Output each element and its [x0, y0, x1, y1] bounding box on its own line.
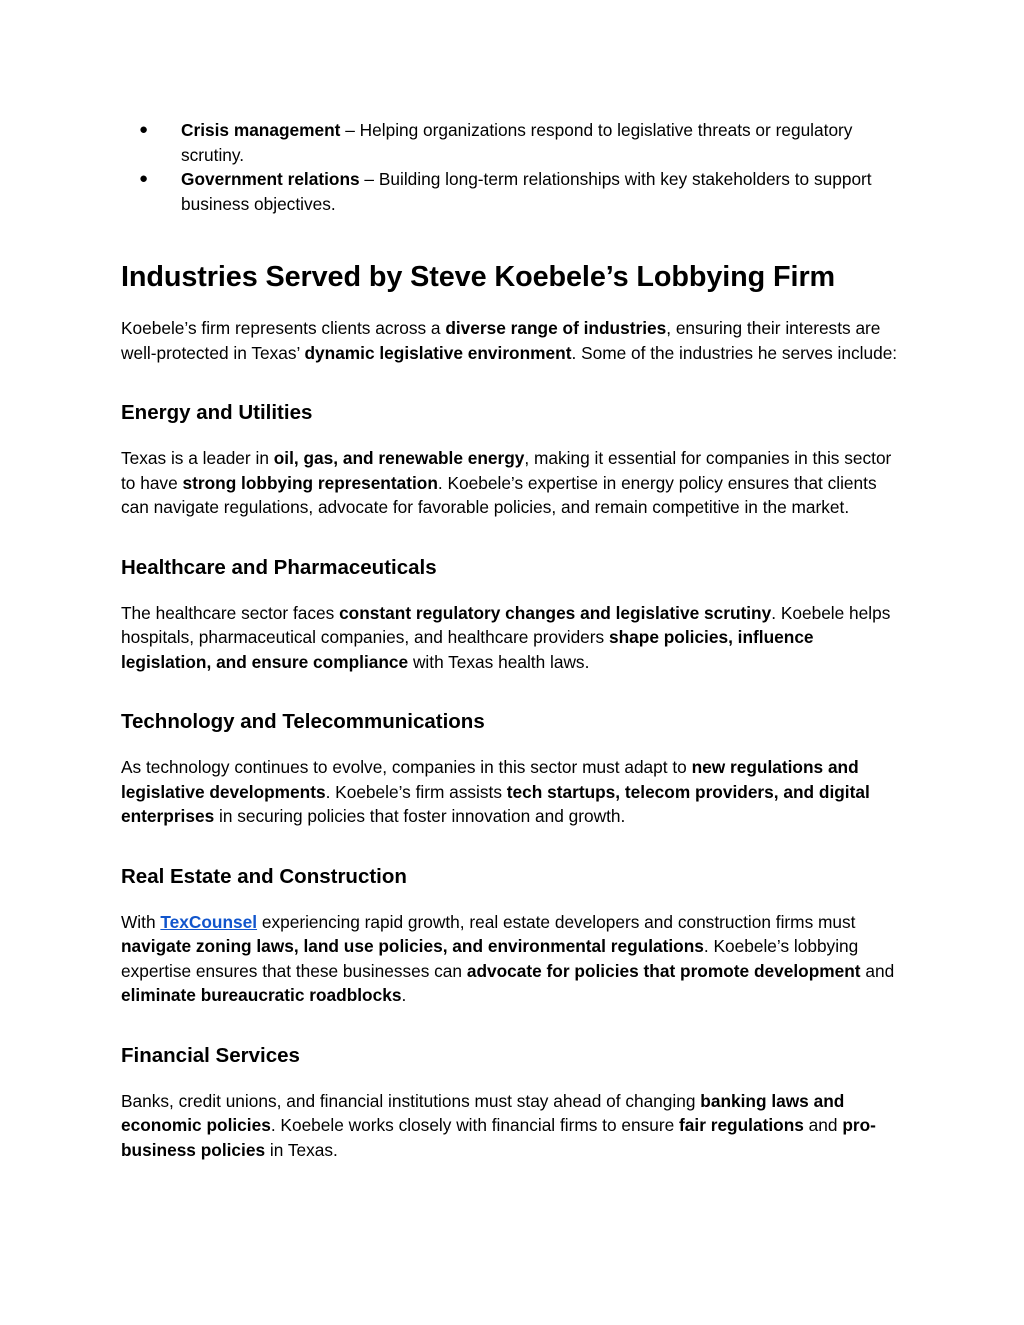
bold-run: diverse range of industries — [445, 318, 667, 338]
financial-paragraph — [121, 1089, 906, 1163]
text-run: in securing policies that foster innovation and growth. — [214, 806, 626, 826]
bold-run: advocate for policies that promote development — [466, 960, 861, 981]
text-run: and — [860, 960, 895, 981]
real-estate-paragraph — [121, 910, 906, 1008]
bold-run: strong lobbying representation — [182, 472, 438, 493]
text-run: . Koebele’s expertise in energy policy ensures that clients can navigate regulations, advocate for favorable policies, and remain competitive in the market. — [121, 472, 877, 517]
text-run: With — [121, 911, 161, 932]
bold-run: eliminate bureaucratic roadblocks — [121, 985, 402, 1005]
bold-run: new regulations and legislative developments — [121, 757, 859, 802]
bold-run: shape policies, influence legislation, and ensure compliance — [121, 627, 814, 672]
text-run: The healthcare sector faces — [121, 602, 340, 623]
energy-paragraph — [121, 446, 906, 520]
text-run: . Koebele works closely with financial firms to ensure — [270, 1115, 680, 1135]
bold-run: dynamic legislative environment — [304, 342, 572, 363]
bullet-icon: ● — [139, 170, 149, 187]
technology-paragraph — [121, 755, 906, 829]
bold-run: oil, gas, and renewable energy — [273, 448, 525, 468]
text-run: . — [401, 985, 407, 1005]
bullet-description: – Helping organizations respond to legislative threats or regulatory scrutiny. — [181, 120, 853, 165]
text-run: Banks, credit unions, and financial institutions must stay ahead of changing — [121, 1090, 701, 1111]
bullet-term: Government relations — [181, 169, 360, 189]
healthcare-paragraph — [121, 601, 906, 675]
text-run: with Texas health laws. — [408, 651, 590, 672]
section-heading-healthcare: Healthcare and Pharmaceuticals — [121, 555, 437, 579]
text-run: , ensuring their interests are well-protected in Texas’ — [121, 318, 881, 363]
bullet-icon: ● — [139, 121, 149, 138]
text-run: . Koebele’s firm assists — [325, 781, 507, 802]
text-run: experiencing rapid growth, real estate developers and construction firms must — [257, 911, 856, 932]
section-heading-real-estate: Real Estate and Construction — [121, 864, 407, 888]
text-run: . Some of the industries he serves include: — [571, 342, 898, 363]
text-run: . Koebele’s lobbying expertise ensures that these businesses can — [121, 936, 859, 981]
text-run: , making it essential for companies in this sector to have — [121, 448, 892, 493]
text-run: Texas is a leader in — [121, 448, 274, 468]
text-run: and — [803, 1115, 843, 1135]
section-heading-financial: Financial Services — [121, 1043, 300, 1067]
text-run: As technology continues to evolve, companies in this sector must adapt to — [121, 757, 692, 777]
section-heading-energy: Energy and Utilities — [121, 401, 313, 424]
bold-run: pro-business policies — [121, 1115, 876, 1160]
services-bullet-list — [121, 118, 906, 216]
text-run: . Koebele helps hospitals, pharmaceutical companies, and healthcare providers — [121, 602, 891, 647]
texcounsel-link[interactable]: TexCounsel — [160, 911, 258, 932]
text-run: in Texas. — [265, 1139, 338, 1160]
intro-paragraph — [121, 316, 906, 365]
bullet-description: – Building long-term relationships with key stakeholders to support business objectives. — [181, 169, 872, 214]
list-item — [121, 167, 906, 216]
document-content — [121, 118, 906, 1162]
section-heading-technology: Technology and Telecommunications — [121, 710, 485, 733]
bold-run: navigate zoning laws, land use policies, and environmental regulations — [121, 936, 704, 956]
bullet-term: Crisis management — [181, 120, 341, 140]
bold-run: tech startups, telecom providers, and digital enterprises — [121, 781, 870, 826]
page-title: Industries Served by Steve Koebele’s Lobbying Firm — [121, 261, 836, 293]
list-item — [121, 118, 906, 167]
bold-run: banking laws and economic policies — [121, 1090, 845, 1135]
bold-run: constant regulatory changes and legislative scrutiny — [339, 602, 772, 623]
text-run: Koebele’s firm represents clients across a — [121, 318, 446, 338]
bold-run: fair regulations — [679, 1115, 804, 1135]
